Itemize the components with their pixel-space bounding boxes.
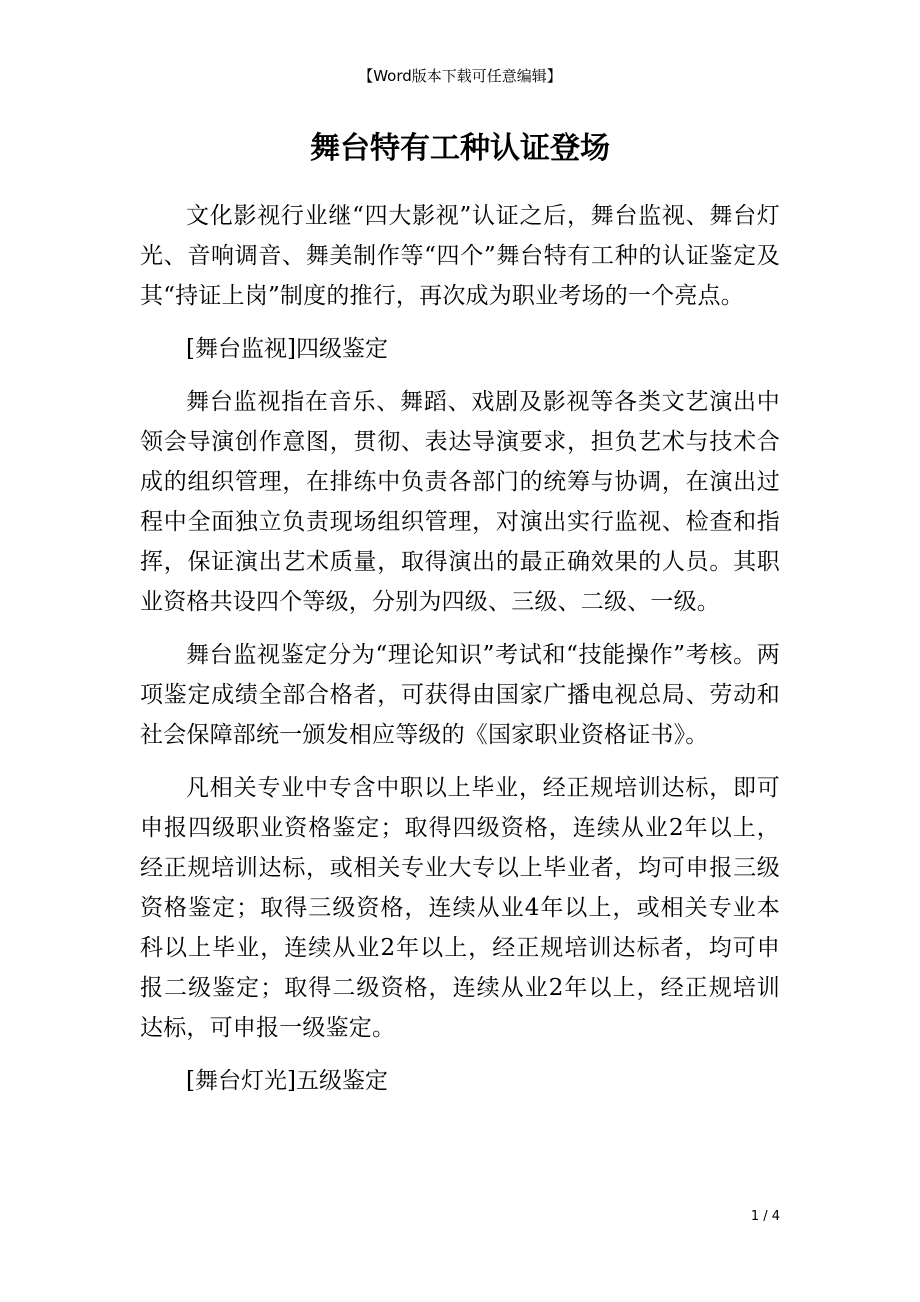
document-body (140, 196, 780, 1114)
intro-paragraph: 文化影视行业继“四大影视”认证之后，舞台监视、舞台灯光、音响调音、舞美制作等“四个”舞台特有工种的认证鉴定及其“持证上岗”制度的推行，再次成为职业考场的一个亮点。 (140, 203, 780, 309)
page-number: 1 / 4 (750, 1209, 780, 1224)
download-note: 【Word版本下载可任意编辑】 (358, 67, 562, 85)
section-heading-stage-supervision: [舞台监视]四级鉴定 (186, 336, 388, 362)
stage-supervision-definition-paragraph: 舞台监视指在音乐、舞蹈、戏剧及影视等各类文艺演出中领会导演创作意图，贯彻、表达导演要求，担负艺术与技术合成的组织管理，在排练中负责各部门的统筹与协调，在演出过程中全面独立负责现场组织管理，对演出实行监视、检查和指挥，保证演出艺术质量，取得演出的最正确效果的人员。其职业资格共设四个等级，分别为四级、三级、二级、一级。 (140, 389, 780, 615)
assessment-paragraph: 舞台监视鉴定分为“理论知识”考试和“技能操作”考核。两项鉴定成绩全部合格者，可获得由国家广播电视总局、劳动和社会保障部统一颁发相应等级的《国家职业资格证书》。 (140, 642, 780, 748)
application-requirements-paragraph: 凡相关专业中专含中职以上毕业，经正规培训达标，即可申报四级职业资格鉴定；取得四级资格，连续从业2年以上，经正规培训达标，或相关专业大专以上毕业者，均可申报三级资格鉴定；取得三级资格，连续从业4年以上，或相关专业本科以上毕业，连续从业2年以上，经正规培训达标者，均可申报二级鉴定；取得二级资格，连续从业2年以上，经正规培训达标，可申报一级鉴定。 (140, 775, 780, 1041)
section-heading-stage-lighting: [舞台灯光]五级鉴定 (186, 1068, 388, 1094)
document-title: 舞台特有工种认证登场 (310, 131, 610, 166)
